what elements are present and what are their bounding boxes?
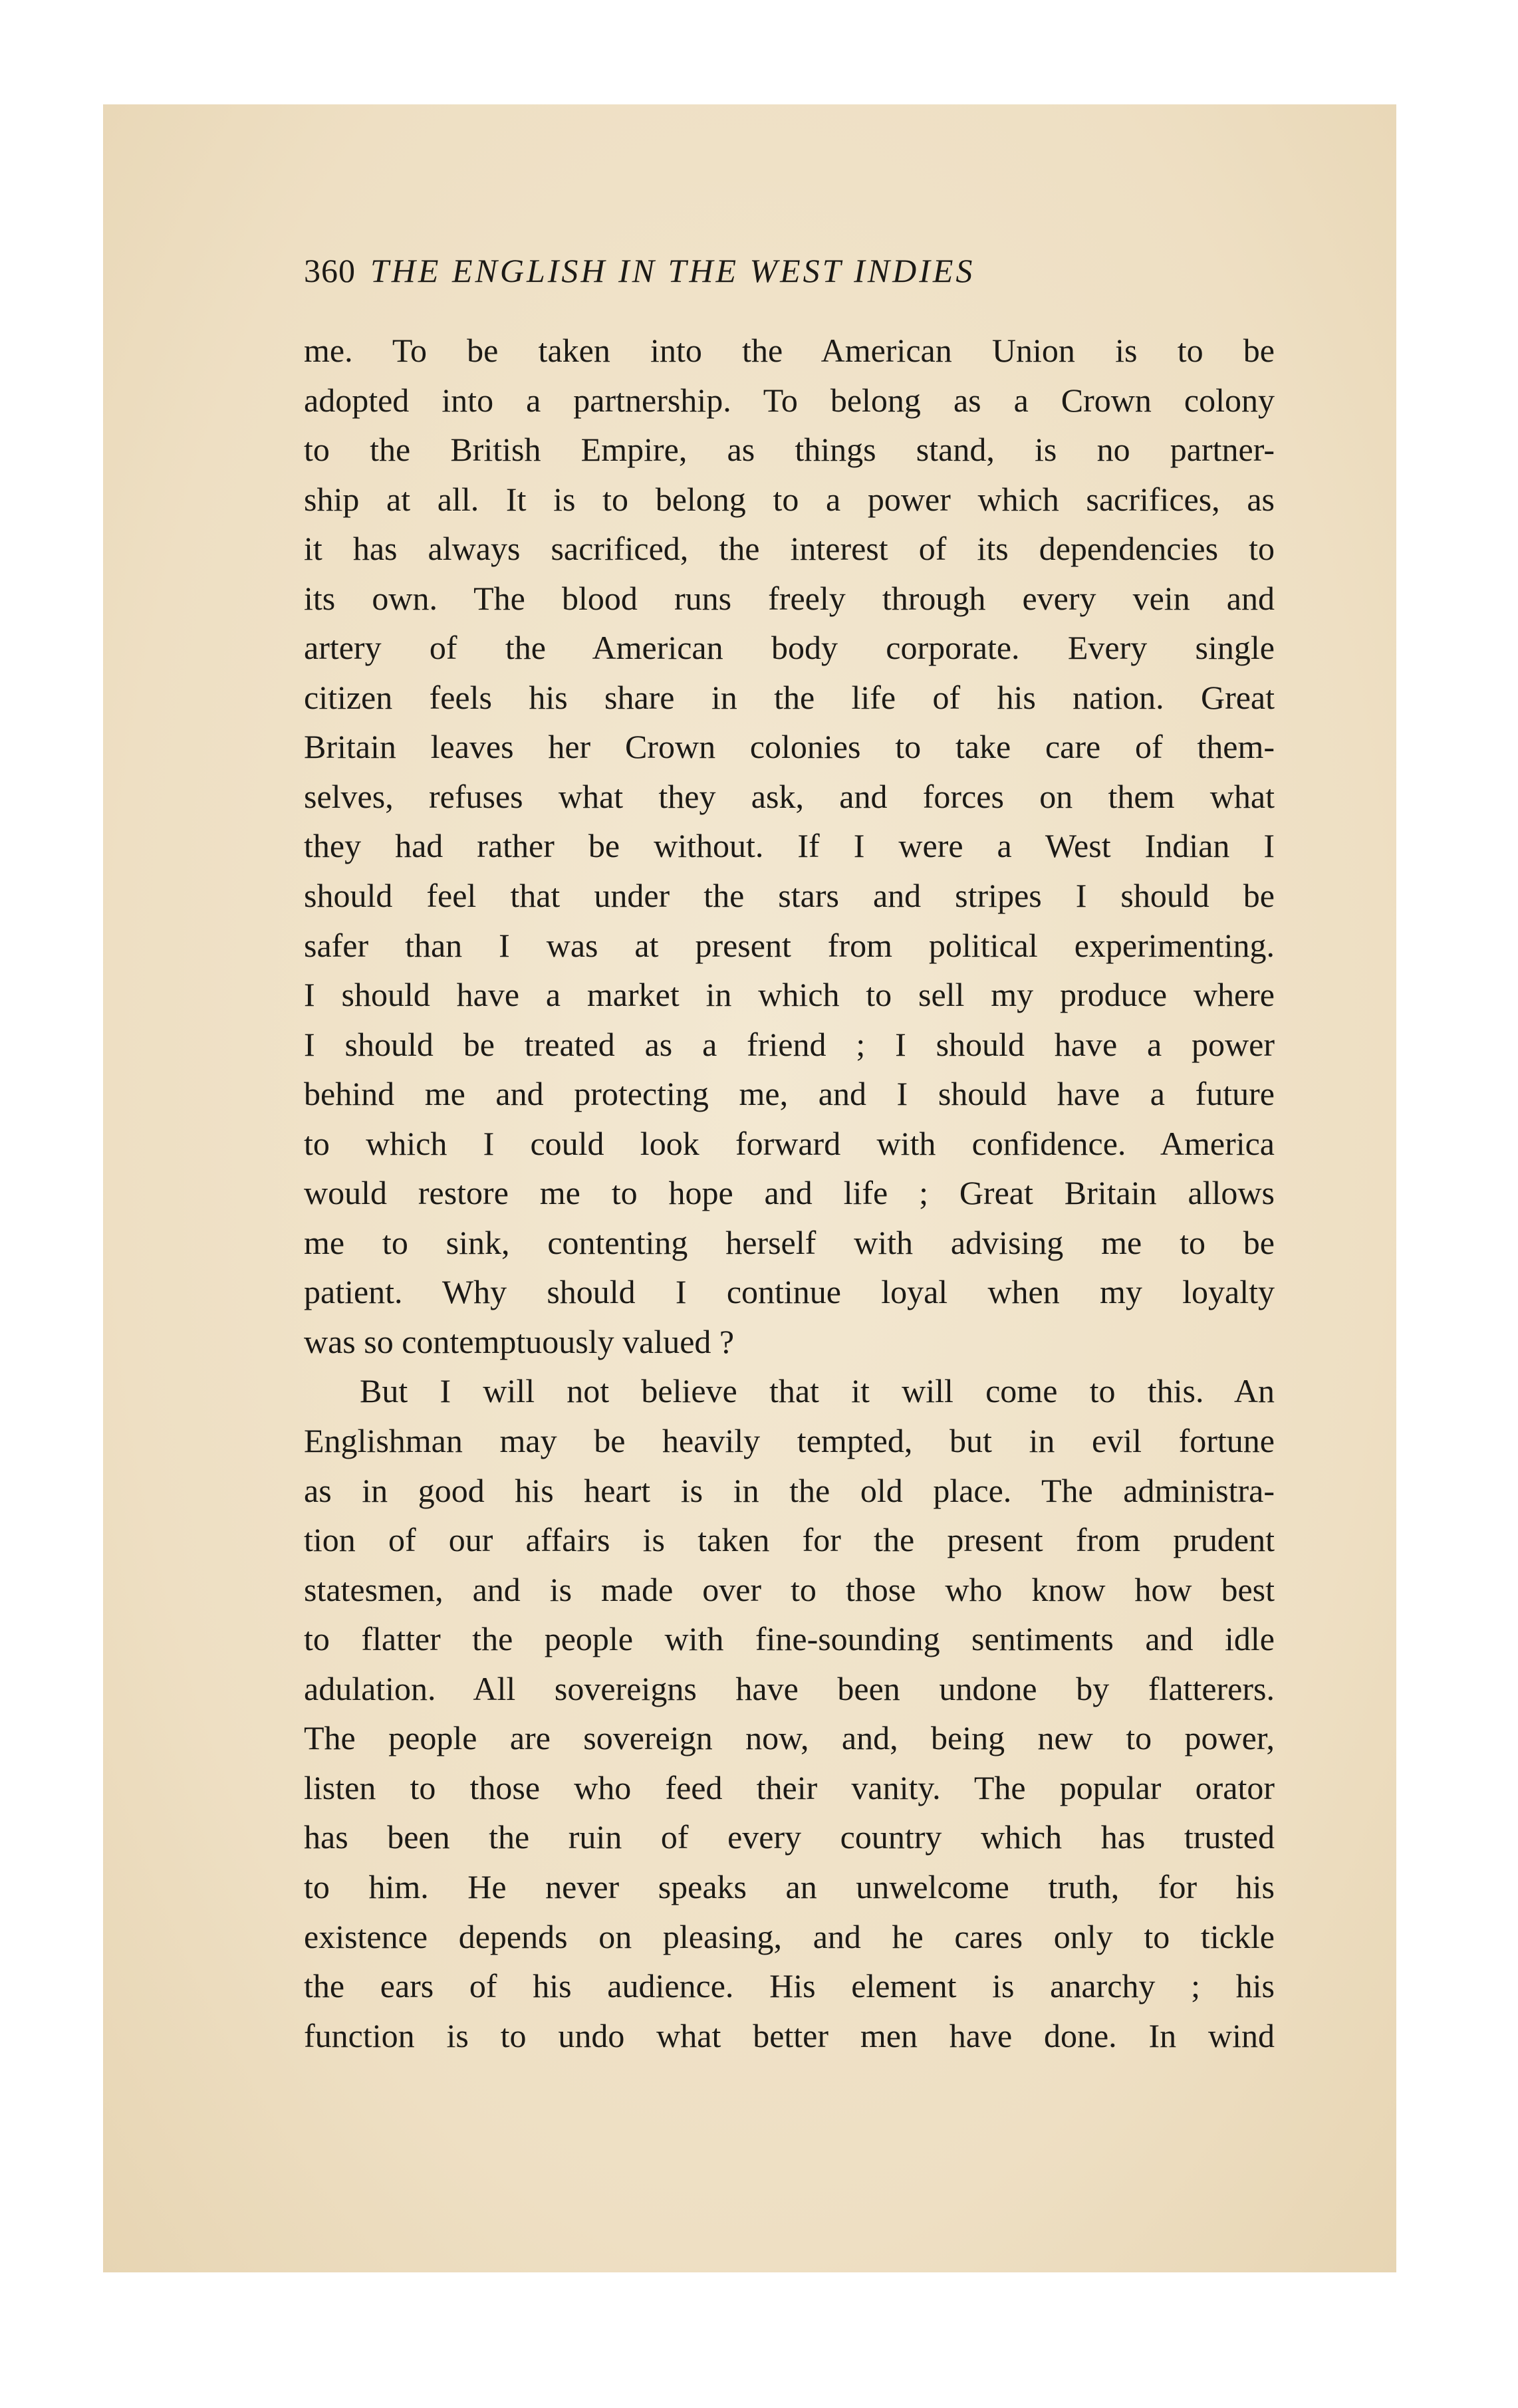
text-line: I should have a market in which to sell my produce where xyxy=(304,976,1275,1014)
text-line: The people are sovereign now, and, being new to power, xyxy=(304,1719,1275,1757)
text-line: adulation. All sovereigns have been undone by flatterers. xyxy=(304,1669,1275,1707)
body-text xyxy=(304,326,1275,2060)
text-line: it has always sacrificed, the interest of its dependencies to xyxy=(304,530,1275,568)
text-line: statesmen, and is made over to those who know how best xyxy=(304,1570,1275,1608)
text-line: Englishman may be heavily tempted, but in evil fortune xyxy=(304,1422,1275,1460)
text-line: me to sink, contenting herself with advising me to be xyxy=(304,1223,1275,1261)
text-line: existence depends on pleasing, and he cares only to tickle xyxy=(304,1917,1275,1955)
text-line: artery of the American body corporate. Every single xyxy=(304,629,1275,667)
page-number: 360 xyxy=(304,252,356,289)
text-line: citizen feels his share in the life of his nation. Great xyxy=(304,678,1275,716)
text-line: Britain leaves her Crown colonies to take care of them- xyxy=(304,728,1275,766)
text-line: has been the ruin of every country which has trusted xyxy=(304,1818,1275,1856)
text-line: behind me and protecting me, and I should have a future xyxy=(304,1075,1275,1113)
text-line: selves, refuses what they ask, and forces on them what xyxy=(304,777,1275,815)
text-line: tion of our affairs is taken for the present from prudent xyxy=(304,1521,1275,1559)
text-line: to the British Empire, as things stand, is no partner- xyxy=(304,431,1275,469)
text-line: as in good his heart is in the old place. The administra- xyxy=(304,1471,1275,1509)
running-title: THE ENGLISH IN THE WEST INDIES xyxy=(370,252,975,289)
text-line: should feel that under the stars and stripes I should be xyxy=(304,877,1275,915)
paragraph-start-line: But I will not believe that it will come to this. An xyxy=(360,1372,1275,1410)
text-line: its own. The blood runs freely through every vein and xyxy=(304,579,1275,617)
text-line: ship at all. It is to belong to a power which sacrifices, as xyxy=(304,480,1275,518)
text-line: patient. Why should I continue loyal when my loyalty xyxy=(304,1273,1275,1311)
text-line: to flatter the people with fine-sounding sentiments and idle xyxy=(304,1620,1275,1658)
text-line: function is to undo what better men have done. In wind xyxy=(304,2016,1275,2054)
text-line: safer than I was at present from political experimenting. xyxy=(304,926,1275,964)
text-line: they had rather be without. If I were a West Indian I xyxy=(304,827,1275,865)
text-line: me. To be taken into the American Union is to be xyxy=(304,332,1275,369)
paragraph-end-line: was so contemptuously valued ? xyxy=(304,1322,735,1360)
text-line: would restore me to hope and life ; Great Britain allows xyxy=(304,1174,1275,1212)
text-line: adopted into a partnership. To belong as a Crown colony xyxy=(304,381,1275,419)
running-head xyxy=(304,251,1180,304)
text-line: I should be treated as a friend ; I should have a power xyxy=(304,1025,1275,1063)
text-line: to which I could look forward with confidence. America xyxy=(304,1124,1275,1162)
text-line: listen to those who feed their vanity. The popular orator xyxy=(304,1768,1275,1806)
text-line: the ears of his audience. His element is anarchy ; his xyxy=(304,1967,1275,2005)
text-line: to him. He never speaks an unwelcome truth, for his xyxy=(304,1867,1275,1905)
